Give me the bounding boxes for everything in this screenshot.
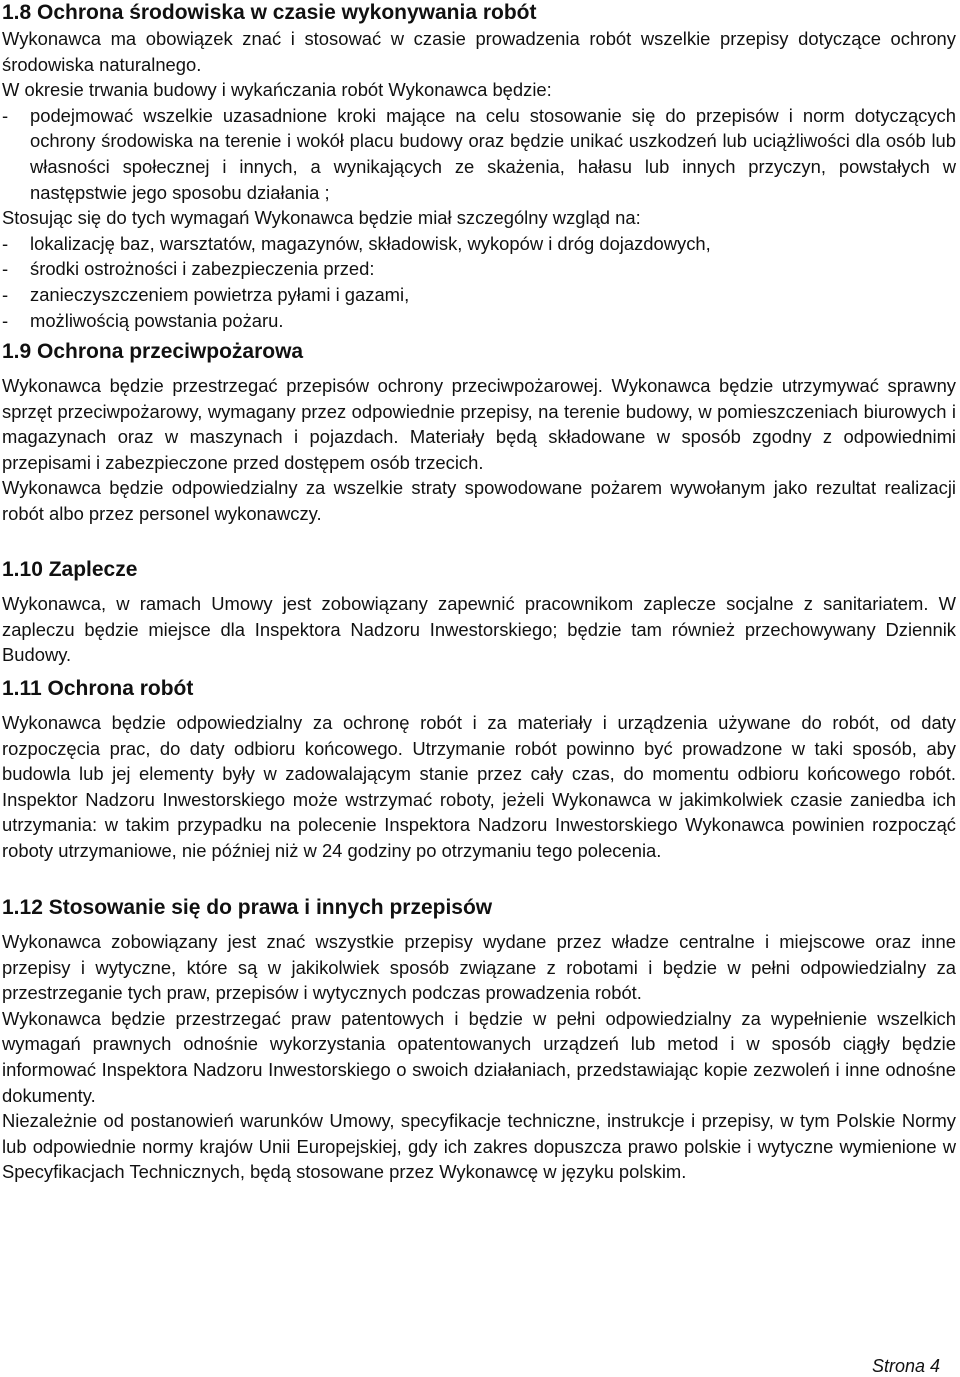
list-item-text: lokalizację baz, warsztatów, magazynów, składowisk, wykopów i dróg dojazdowych, xyxy=(30,232,711,254)
paragraph: Wykonawca zobowiązany jest znać wszystkie przepisy wydane przez władze centralne i miejscowe oraz inne przepisy i wytyczne, które są w jakikolwiek sposób związane z robotami i będzie w pełni odpowiedzialny za przestrzeganie tych praw, przepisów i wytycznych podczas prowadzenia robót. xyxy=(2,931,956,1004)
list-marker: - xyxy=(2,104,9,126)
section-1-11 xyxy=(2,676,956,864)
list-item-text: możliwością powstania pożaru. xyxy=(30,309,284,331)
list-item-text: zanieczyszczeniem powietrza pyłami i gazami, xyxy=(30,283,410,305)
list-item-text: środki ostrożności i zabezpieczenia przed: xyxy=(30,258,375,280)
list-marker: - xyxy=(2,309,9,331)
paragraph: Wykonawca, w ramach Umowy jest zobowiązany zapewnić pracownikom zaplecze socjalne z sanitariatem. W zapleczu będzie miejsce dla Inspektora Nadzoru Inwestorskiego; będzie tam również przechowywany Dziennik Budowy. xyxy=(2,593,956,666)
list-item xyxy=(2,231,956,257)
page-number: Strona 4 xyxy=(871,1356,940,1376)
section-1-10 xyxy=(2,557,956,668)
paragraph: W okresie trwania budowy i wykańczania robót Wykonawca będzie: xyxy=(2,79,552,101)
heading-1-10: 1.10 Zaplecze xyxy=(2,558,138,581)
heading-1-12: 1.12 Stosowanie się do prawa i innych przepisów xyxy=(2,896,493,919)
list-item xyxy=(2,308,956,334)
bullet-list xyxy=(2,231,956,333)
list-marker: - xyxy=(2,283,9,305)
section-1-8 xyxy=(2,0,956,333)
list-marker: - xyxy=(2,258,9,280)
list-item xyxy=(2,256,956,282)
section-1-12 xyxy=(2,895,956,1185)
paragraph: Wykonawca będzie odpowiedzialny za ochronę robót i za materiały i urządzenia używane do robót, od daty rozpoczęcia prac, do daty odbioru końcowego. Utrzymanie robót powinno być prowadzone w taki sposób, aby budowla lub jej elementy były w zadowalającym stanie przez cały czas, do momentu odbioru końcowego robót. Inspektor Nadzoru Inwestorskiego może wstrzymać roboty, jeżeli Wykonawca w jakimkolwiek czasie zaniedba ich utrzymania: w takim przypadku na polecenie Inspektora Nadzoru Inwestorskiego Wykonawca powinien rozpocząć roboty utrzymaniowe, nie później niż w 24 godziny po otrzymaniu tego polecenia. xyxy=(2,712,956,861)
section-1-9 xyxy=(2,339,956,527)
paragraph: Wykonawca ma obowiązek znać i stosować w czasie prowadzenia robót wszelkie przepisy dotyczące ochrony środowiska naturalnego. xyxy=(2,28,956,75)
paragraph: Niezależnie od postanowień warunków Umowy, specyfikacje techniczne, instrukcje i przepisy, w tym Polskie Normy lub odpowiednie normy krajów Unii Europejskiej, gdy ich zakres dopuszcza prawo polskie i wytyczne wymienione w Specyfikacjach Technicznych, będą stosowane przez Wykonawcę w języku polskim. xyxy=(2,1110,956,1183)
bullet-list xyxy=(2,103,956,205)
list-item xyxy=(2,282,956,308)
paragraph: Stosując się do tych wymagań Wykonawca będzie miał szczególny wzgląd na: xyxy=(2,207,641,229)
heading-1-9: 1.9 Ochrona przeciwpożarowa xyxy=(2,340,304,363)
paragraph: Wykonawca będzie odpowiedzialny za wszelkie straty spowodowane pożarem wywołanym jako rezultat realizacji robót albo przez personel wykonawczy. xyxy=(2,477,956,524)
heading-1-8: 1.8 Ochrona środowiska w czasie wykonywania robót xyxy=(2,1,537,24)
heading-1-11: 1.11 Ochrona robót xyxy=(2,677,194,700)
paragraph: Wykonawca będzie przestrzegać przepisów ochrony przeciwpożarowej. Wykonawca będzie utrzymywać sprawny sprzęt przeciwpożarowy, wymagany przez odpowiednie przepisy, na terenie budowy, w pomieszczeniach biurowych i magazynach oraz w maszynach i pojazdach. Materiały będą składowane w sposób zgodny z odpowiednimi przepisami i zabezpieczone przed dostępem osób trzecich. xyxy=(2,375,956,473)
paragraph: Wykonawca będzie przestrzegać praw patentowych i będzie w pełni odpowiedzialny za wypełnienie wszelkich wymagań prawnych odnośnie wykorzystania opatentowanych urządzeń lub metod i w sposób ciągły będzie informować Inspektora Nadzoru Inwestorskiego o swoich działaniach, przedstawiając kopie zezwoleń i inne odnośne dokumenty. xyxy=(2,1007,956,1106)
list-item-text: podejmować wszelkie uzasadnione kroki mające na celu stosowanie się do przepisów i norm dotyczących ochrony środowiska na terenie i wokół placu budowy oraz będzie unikać uszkodzeń lub uciążliwości dla osób lub własności społecznej i innych, a wynikających ze skażenia, hałasu lub innych przyczyn, powstałych w następstwie jego sposobu działania ; xyxy=(30,104,956,203)
list-marker: - xyxy=(2,232,9,254)
list-item xyxy=(2,103,956,205)
